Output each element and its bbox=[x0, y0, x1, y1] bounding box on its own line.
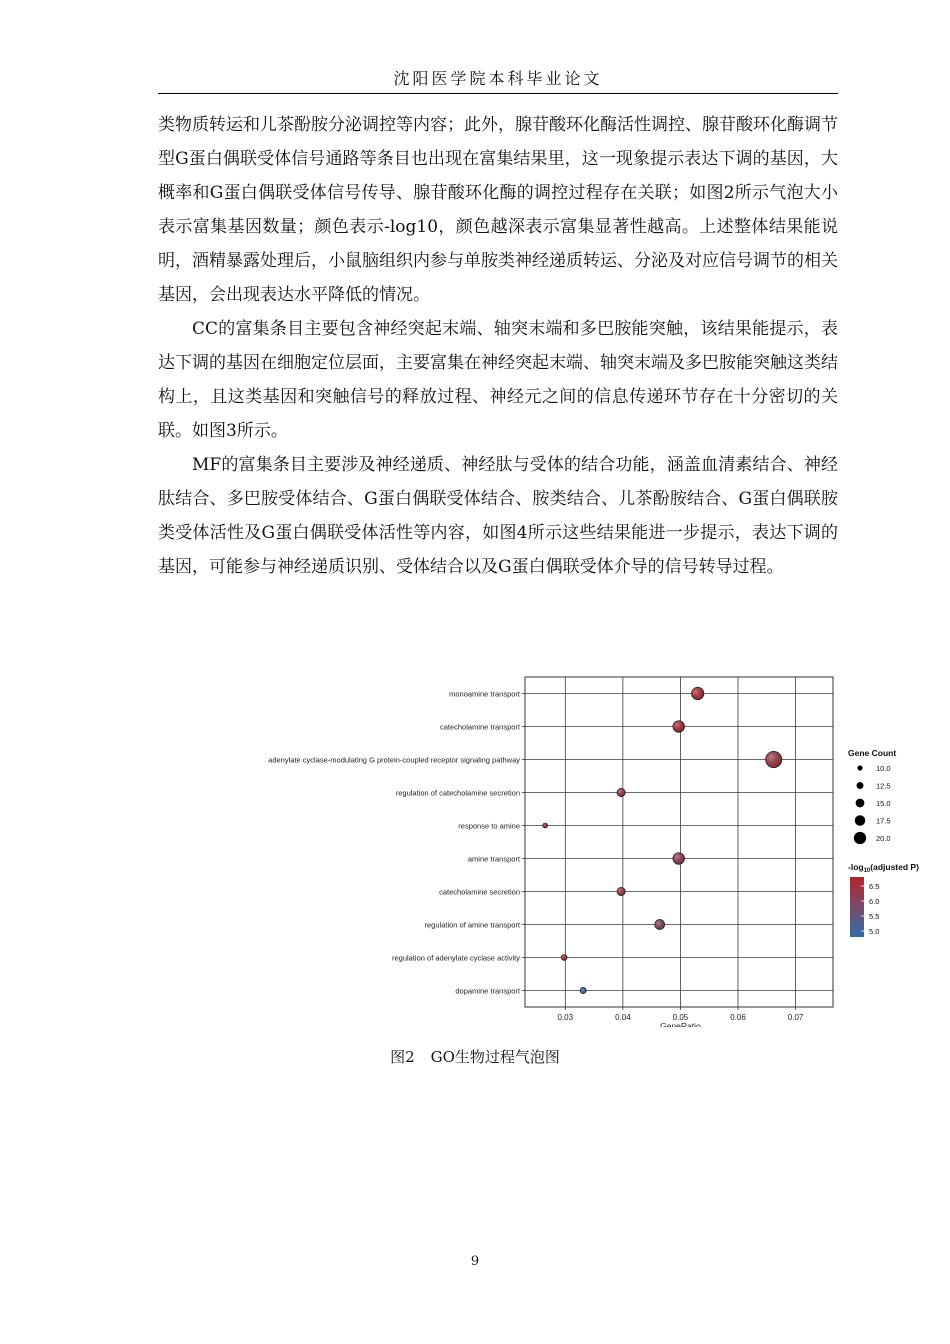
figure-label: 图2 bbox=[390, 1048, 415, 1066]
colorbar-tick-label: 6.0 bbox=[869, 897, 880, 906]
bubble-shade bbox=[580, 987, 586, 993]
y-category-label: regulation of adenylate cyclase activity bbox=[392, 953, 520, 963]
x-tick-label: 0.07 bbox=[787, 1013, 804, 1022]
bubble-shade bbox=[617, 788, 625, 796]
figure-caption bbox=[0, 1046, 950, 1067]
x-tick-label: 0.06 bbox=[730, 1013, 746, 1022]
size-legend-dot bbox=[856, 799, 865, 808]
bubble-shade bbox=[673, 721, 685, 733]
y-category-label: regulation of catecholamine secretion bbox=[395, 788, 520, 798]
bubble-shade bbox=[543, 823, 548, 828]
header-rule bbox=[158, 93, 838, 94]
x-tick-label: 0.04 bbox=[615, 1013, 631, 1022]
figure-caption-text: GO生物过程气泡图 bbox=[430, 1048, 560, 1066]
y-category-label: monoamine transport bbox=[449, 689, 520, 699]
size-legend-dot bbox=[857, 782, 864, 789]
size-legend-label: 15.0 bbox=[876, 799, 891, 808]
size-legend-label: 20.0 bbox=[876, 834, 891, 843]
x-axis-label: GeneRatio bbox=[660, 1021, 701, 1027]
colorbar-tick-label: 5.0 bbox=[869, 927, 880, 936]
x-tick-label: 0.03 bbox=[557, 1013, 574, 1022]
paragraph-1: 类物质转运和儿茶酚胺分泌调控等内容；此外，腺苷酸环化酶活性调控、腺苷酸环化酶调节型G蛋白偶联受体信号通路等条目也出现在富集结果里，这一现象提示表达下调的基因，大概率和G蛋白偶联受体信号传导、腺苷酸环化酶的调控过程存在关联；如图2所示气泡大小表示富集基因数量；颜色表示-log10，颜色越深表示富集显著性越高。上述整体结果能说明，酒精暴露处理后，小鼠脑组织内参与单胺类神经递质转运、分泌及对应信号调节的相关基因，会出现表达水平降低的情况。 bbox=[158, 115, 838, 305]
bubble-shade bbox=[617, 887, 625, 895]
page-header: 沈阳医学院本科毕业论文 bbox=[393, 69, 603, 88]
y-category-label: regulation of amine transport bbox=[424, 920, 520, 930]
size-legend-dot bbox=[854, 832, 866, 844]
body-text bbox=[158, 108, 838, 584]
size-legend-dot bbox=[857, 765, 862, 770]
size-legend-title: Gene Count bbox=[848, 748, 897, 758]
y-category-label: dopamine transport bbox=[455, 986, 520, 996]
bubble-shade bbox=[673, 853, 685, 865]
size-legend-label: 12.5 bbox=[876, 781, 891, 791]
colorbar-tick-label: 5.5 bbox=[869, 912, 880, 921]
colorbar-tick-label: 6.5 bbox=[869, 882, 880, 891]
bubble-shade bbox=[655, 920, 665, 930]
y-category-label: catecholamine transport bbox=[439, 722, 520, 732]
bubble-shade bbox=[766, 751, 782, 767]
y-category-label: adenylate cyclase-modulating G protein-coupled receptor signaling pathway bbox=[268, 755, 520, 765]
bubble-shade bbox=[692, 687, 704, 699]
size-legend-dot bbox=[855, 815, 866, 826]
x-tick-label: 0.05 bbox=[672, 1013, 689, 1022]
bubble-chart-svg bbox=[200, 667, 940, 1027]
paragraph-3: MF的富集条目主要涉及神经递质、神经肽与受体的结合功能，涵盖血清素结合、神经肽结合、多巴胺受体结合、G蛋白偶联受体结合、胺类结合、儿茶酚胺结合、G蛋白偶联胺类受体活性及G蛋白偶联受体活性等内容，如图4所示这些结果能进一步提示，表达下调的基因，可能参与神经递质识别、受体结合以及G蛋白偶联受体介导的信号转导过程。 bbox=[158, 455, 838, 577]
size-legend-label: 10.0 bbox=[876, 764, 891, 773]
bubble-shade bbox=[561, 955, 567, 961]
size-legend-label: 17.5 bbox=[876, 816, 891, 826]
page-number: 9 bbox=[470, 1254, 480, 1269]
paragraph-2: CC的富集条目主要包含神经突起末端、轴突末端和多巴胺能突触，该结果能提示，表达下调的基因在细胞定位层面，主要富集在神经突起末端、轴突末端及多巴胺能突触这类结构上，且这类基因和突触信号的释放过程、神经元之间的信息传递环节存在十分密切的关联。如图3所示。 bbox=[158, 319, 838, 441]
y-category-label: response to amine bbox=[458, 821, 520, 831]
go-bubble-chart bbox=[200, 667, 940, 1027]
color-legend-title: $-\log_{10}(adjusted$ P) bbox=[848, 862, 919, 874]
y-category-label: catecholamine secretion bbox=[439, 887, 520, 897]
y-category-label: amine transport bbox=[467, 854, 520, 864]
